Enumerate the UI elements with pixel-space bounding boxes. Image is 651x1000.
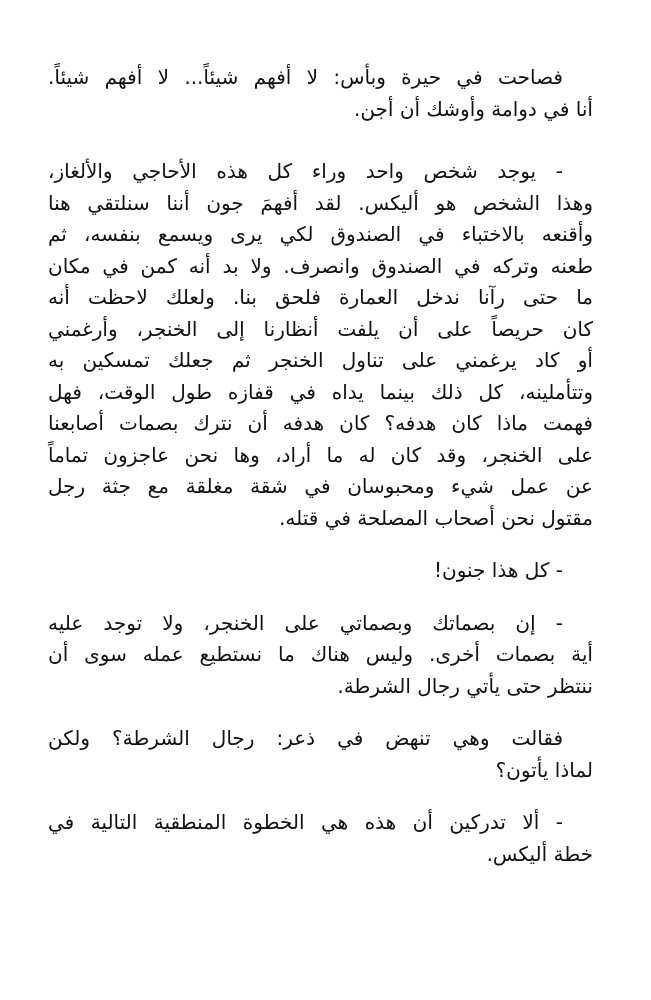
paragraph-6	[48, 807, 593, 870]
paragraph-line: أنا في دوامة وأوشك أن أجن.	[353, 96, 593, 121]
paragraph-line: - إن بصماتك وبصماتي على الخنجر، ولا توجد عليه	[48, 610, 563, 635]
paragraph-line: فقالت وهي تنهض في ذعر: رجال الشرطة؟ ولكن	[48, 726, 563, 750]
paragraph-line: كان حريصاً على أن يلفت أنظارنا إلى الخنجر، وأرغمني	[48, 316, 593, 341]
paragraph-line: وأقنعه بالاختباء في الصندوق لكي يرى ويسمع بنفسه، ثم	[48, 222, 593, 246]
paragraph-line: عن عمل شيء ومحبوسان في شقة مغلقة مع جثة رجل	[48, 474, 593, 498]
paragraph-line: ننتظر حتى يأتي رجال الشرطة.	[337, 673, 593, 698]
paragraph-3	[48, 555, 593, 587]
paragraph-line: ما حتى رآنا ندخل العمارة فلحق بنا. ولعلك لاحظت أنه	[48, 285, 593, 309]
paragraph-line: خطة أليكس.	[486, 841, 593, 866]
paragraph-1	[48, 62, 593, 125]
paragraph-line: وتتأملينه، كل ذلك بينما يداه في قفازه طول الوقت، فهل	[48, 379, 593, 404]
paragraph-line: أو كاد يرغمني على تناول الخنجر ثم جعلك تمسكين به	[48, 348, 593, 372]
paragraph-line: على الخنجر، وقد كان له ما أراد، وها نحن عاجزون تماماً	[48, 442, 593, 467]
paragraph-line: مقتول نحن أصحاب المصلحة في قتله.	[279, 505, 593, 530]
paragraph-line: طعنه وتركه في الصندوق وانصرف. ولا بد أنه كمن في مكان	[48, 253, 593, 278]
paragraph-4	[48, 608, 593, 703]
paragraph-line: - يوجد شخص واحد وراء كل هذه الأحاجي والألغاز،	[48, 159, 563, 183]
paragraph-line: وهذا الشخص هو أليكس. لقد أفهمَ جون أننا سنلتقي هنا	[48, 190, 593, 215]
paragraph-line: أية بصمات أخرى. وليس هناك ما نستطيع عمله سوى أن	[48, 642, 593, 666]
paragraph-2	[48, 156, 593, 534]
paragraph-line: - كل هذا جنون!	[434, 558, 563, 582]
paragraph-5	[48, 723, 593, 786]
paragraph-line: فصاحت في حيرة وبأس: لا أفهم شيئاً... لا أفهم شيئاً.	[48, 65, 563, 89]
paragraph-line: فهمت ماذا كان هدفه؟ كان هدفه أن نترك بصمات أصابعنا	[48, 411, 593, 435]
paragraph-line: - ألا تدركين أن هذه هي الخطوة المنطقية التالية في	[48, 810, 563, 834]
paragraph-line: لماذا يأتون؟	[495, 757, 593, 782]
